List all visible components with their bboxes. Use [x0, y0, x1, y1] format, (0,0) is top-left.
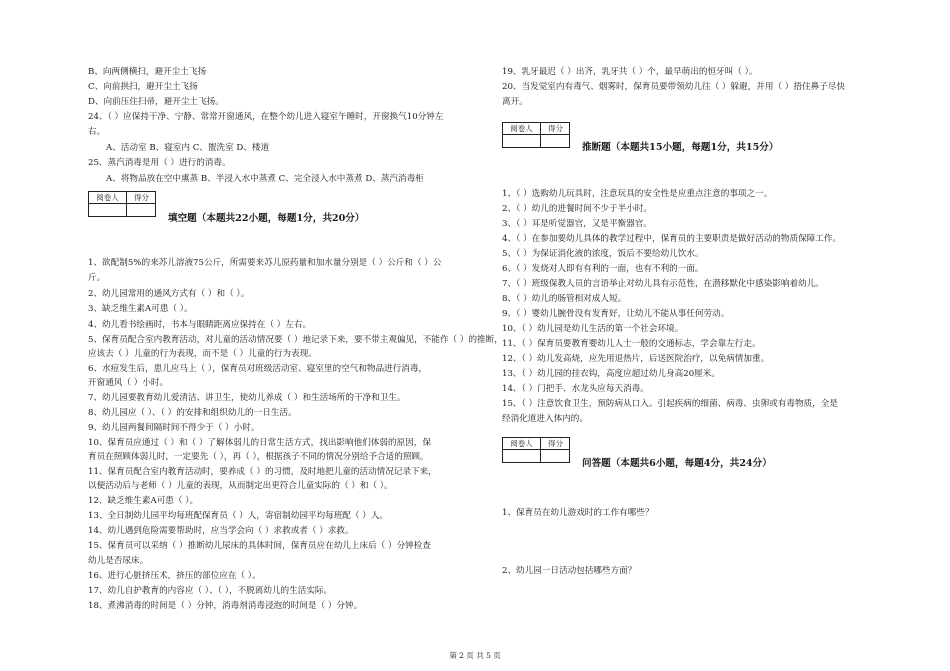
question-line: 15、保育员可以采纳（ ）推断幼儿尿床的具体时间，保育员应在幼儿上床后（ ）分钟检查 — [88, 541, 431, 551]
question-line: 6、（ ）发烧对人即有有利的一面，也有不利的一面。 — [502, 264, 704, 274]
question-line: 16、进行心脏挤压术，挤压的部位应在（ ）。 — [88, 571, 261, 581]
question-line: 15、（ ）注意饮食卫生，预防病从口入。引起疾病的细菌、病毒、虫卵或有毒物质，全是 — [502, 399, 838, 409]
question-line: 7、（ ）班级保教人员的言语举止对幼儿具有示范性，在潜移默化中感染影响着幼儿。 — [502, 279, 824, 289]
question-line: 斤。 — [88, 273, 106, 283]
question-line: 5、（ ）为保证消化液的浓度，饭后不要给幼儿饮水。 — [502, 249, 704, 259]
question-line: 2、幼儿园一日活动包括哪些方面？ — [502, 566, 637, 576]
question-line: 4、幼儿看书绘画时，书本与眼睛距离应保持在（ ）左右。 — [88, 320, 312, 330]
question-line: 10、保育员应通过（ ）和（ ）了解体弱儿的日常生活方式，找出影响他们体弱的原因，保 — [88, 438, 431, 448]
question-line: 20、当发觉室内有毒气、烟雾时，保育员要带领幼儿往（ ）躲避，并用（ ）捂住鼻子尽快 — [502, 82, 845, 92]
question-line: 8、（ ）幼儿的肠管相对成人短。 — [502, 294, 627, 304]
question-line: 11、保育员配合室内教育活动时，要养成（ ）的习惯，及时地把儿童的活动情况记录下来， — [88, 467, 437, 477]
question-line: 2、幼儿园常用的通风方式有（ ）和（ ）。 — [88, 289, 250, 299]
grader-label: 阅卷人 — [503, 123, 541, 135]
question-line: 10、（ ）幼儿园是幼儿生活的第一个社会环境。 — [502, 324, 684, 334]
score-box — [502, 122, 570, 148]
question-line: 应该去（ ）儿童的行为表现，而不是（ ）儿童的行为表现。 — [88, 349, 317, 359]
grader-label: 阅卷人 — [503, 438, 541, 450]
question-line: 9、幼儿园两餐间隔时间不得少于（ ）小时。 — [88, 423, 260, 433]
question-line: 开窗通风（ ）小时。 — [88, 378, 169, 388]
question-line: 1、（ ）选购幼儿玩具时，注意玩具的安全性是应重点注意的事项之一。 — [502, 189, 773, 199]
question-line: 25、蒸汽消毒是用（ ）进行的消毒。 — [88, 158, 231, 168]
question-line: 1、保育员在幼儿游戏时的工作有哪些？ — [502, 508, 654, 518]
question-line: 14、幼儿遇到危险需要帮助时，应当学会向（ ）求救或者（ ）求救。 — [88, 526, 354, 536]
question-line: 18、煮沸消毒的时间是（ ）分钟，消毒剂消毒浸泡的时间是（ ）分钟。 — [88, 601, 363, 611]
section-title-fill: 填空题（本题共22小题，每题1分，共20分） — [168, 213, 365, 224]
grader-label: 阅卷人 — [89, 192, 127, 204]
question-line: 4、（ ）在参加要幼儿具体的教学过程中，保育员的主要职责是做好活动的物质保障工作。 — [502, 234, 842, 244]
question-line: 右。 — [88, 127, 106, 137]
question-line: 离开。 — [502, 97, 528, 107]
option-line: B、向两侧横扫，避开尘土飞扬 — [88, 67, 207, 77]
option-line: A、将物品放在空中熏蒸 B、半浸入水中蒸煮 C、完全浸入水中蒸煮 D、蒸汽消毒柜 — [106, 174, 424, 184]
question-line: 8、幼儿园应（ ）、（ ）的安排和组织幼儿的一日生活。 — [88, 408, 297, 418]
score-box — [502, 437, 570, 463]
question-line: 9、（ ）婴幼儿腕骨没有发育好，让幼儿不能从事任何劳动。 — [502, 309, 730, 319]
question-line: 11、（ ）保育员要教育婴幼儿人士一般的交通标志，学会靠左行走。 — [502, 339, 761, 349]
question-line: 5、保育员配合室内教育活动，对儿童的活动情况要（ ）地记录下来，要不带主观偏见，不能作（ ）的推断， — [88, 335, 503, 345]
question-line: 经消化道进入体内的。 — [502, 414, 588, 424]
section-title-qa: 问答题（本题共6小题，每题4分，共24分） — [582, 458, 772, 469]
question-line: 7、幼儿园要教育幼儿爱清洁、讲卫生，使幼儿养成（ ）和生活场所的干净和卫生。 — [88, 393, 406, 403]
question-line: 12、缺乏维生素A可患（ ）。 — [88, 496, 199, 506]
score-label: 得分 — [541, 438, 570, 450]
question-line: 育员在照顾体弱儿时，一定要先（ ），再（ ），根据孩子不同的情况分别给予合适的照顾。 — [88, 452, 429, 462]
score-box — [88, 191, 156, 217]
question-line: 1、欲配制5%的来苏儿溶液75公斤，所需要来苏儿原药量和加水量分别是（ ）公斤和（ ）公 — [88, 258, 442, 268]
option-line: C、向前拱扫，避开尘土飞扬 — [88, 82, 198, 92]
option-line: A、活动室 B、寝室内 C、盥洗室 D、楼道 — [106, 143, 270, 153]
question-line: 12、（ ）幼儿发高烧，应先用退热片，后送医院治疗，以免病情加重。 — [502, 354, 770, 364]
score-label: 得分 — [541, 123, 570, 135]
question-line: 3、（ ）耳是听觉器官，又是平衡器官。 — [502, 219, 652, 229]
question-line: 2、（ ）幼儿的进餐时间不少于半小时。 — [502, 204, 652, 214]
question-line: 19、乳牙最迟（ ）出齐，乳牙共（ ）个，最早萌出的恒牙叫（ ）。 — [502, 67, 758, 77]
question-line: 14、（ ）门把手、水龙头应每天消毒。 — [502, 384, 649, 394]
question-line: 13、（ ）幼儿园的挂衣钩，高度应超过幼儿身高20厘米。 — [502, 369, 720, 379]
question-line: 6、水痘发生后，患儿应马上（ ），保育员对班级活动室、寝室里的空气和物品进行消毒， — [88, 364, 428, 374]
question-line: 24、（ ）应保持干净、宁静、常常开窗通风，在整个幼儿进入寝室午睡时，开窗换气10分钟左 — [88, 112, 444, 122]
question-line: 3、缺乏维生素A可患（ ）。 — [88, 304, 193, 314]
question-line: 17、幼儿自护教育的内容应（ ）、（ ），不脱离幼儿的生活实际。 — [88, 586, 333, 596]
section-title-judge: 推断题（本题共15小题，每题1分，共15分） — [582, 142, 779, 153]
score-label: 得分 — [127, 192, 156, 204]
option-line: D、向前压住扫帚，避开尘土飞扬。 — [88, 97, 224, 107]
question-line: 13、全日制幼儿园平均每班配保育员（ ）人，寄宿制幼园平均每班配（ ）人。 — [88, 511, 388, 521]
question-line: 幼儿是否尿床。 — [88, 556, 149, 566]
page-number: 第 2 页 共 5 页 — [449, 651, 501, 660]
question-line: 以便活动后与老师（ ）儿童的表现，从而制定出更符合儿童实际的（ ）和（ ）。 — [88, 481, 393, 491]
